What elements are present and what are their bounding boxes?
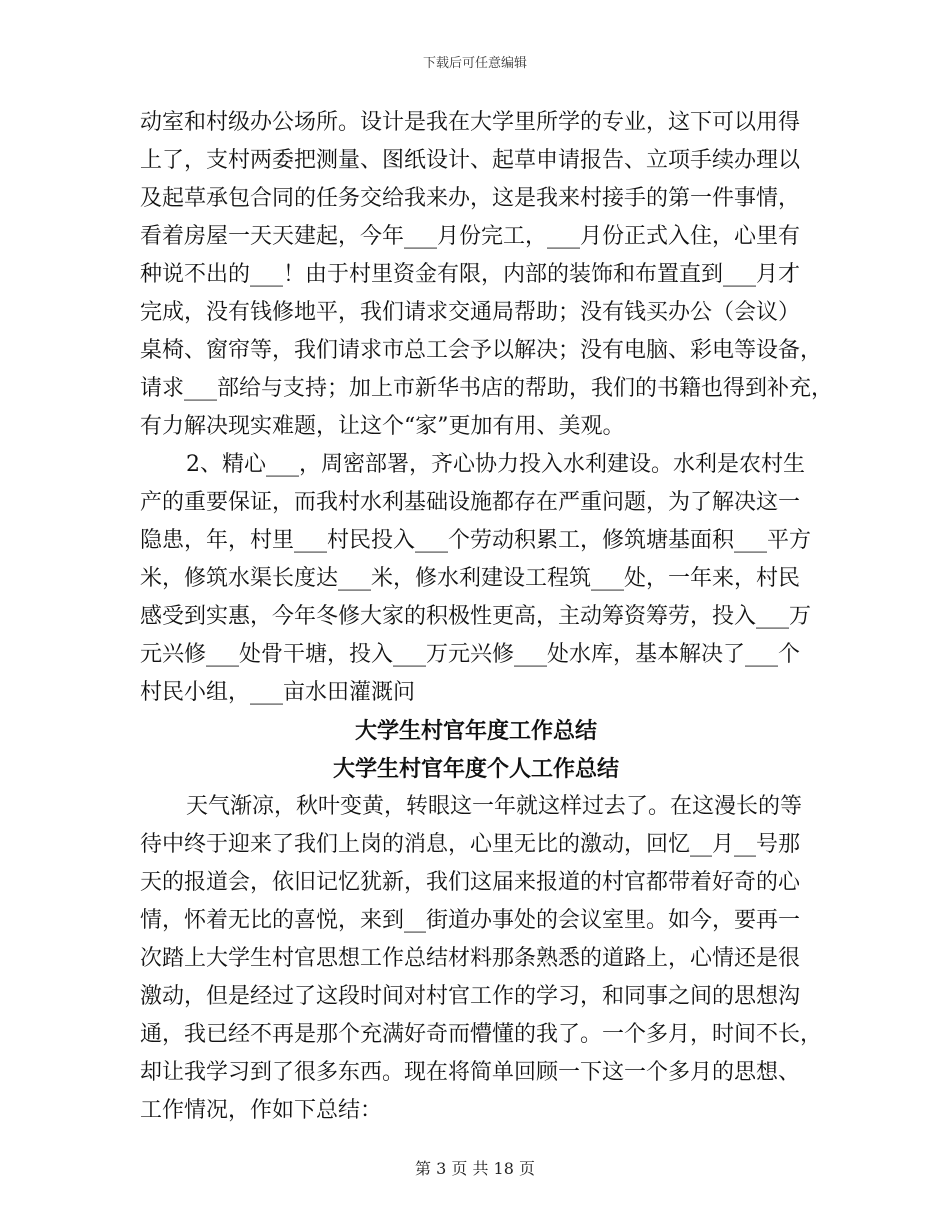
text-line: 种说不出的___！由于村里资金有限，内部的装饰和布置直到___月才 xyxy=(140,262,801,287)
text-line: 产的重要保证，而我村水利基础设施都存在严重问题，为了解决这一 xyxy=(140,490,801,515)
paragraph-1 xyxy=(140,104,834,446)
main-title: 大学生村官年度工作总结 xyxy=(354,718,597,744)
text-line: 次踏上大学生村官思想工作总结材料那条熟悉的道路上，心情还是很 xyxy=(140,946,801,971)
header-note: 下载后可任意编辑 xyxy=(422,56,527,71)
text-line: 有力解决现实难题，让这个“家”更加有用、美观。 xyxy=(140,414,625,439)
text-line: 天气渐凉，秋叶变黄，转眼这一年就这样过去了。在这漫长的等 xyxy=(186,794,803,819)
text-line: 元兴修___处骨干塘，投入___万元兴修___处水库，基本解决了___个 xyxy=(140,642,801,667)
text-line: 情，怀着无比的喜悦，来到__街道办事处的会议室里。如今，要再一 xyxy=(140,908,801,933)
text-line: 村民小组，___亩水田灌溉问 xyxy=(140,680,416,705)
text-line: 工作情况，作如下总结： xyxy=(140,1098,383,1123)
text-line: 米，修筑水渠长度达___米，修水利建设工程筑___处，一年来，村民 xyxy=(140,566,801,591)
text-line: 看着房屋一天天建起，今年___月份完工，___月份正式入住，心里有 xyxy=(140,224,801,249)
paragraph-3 xyxy=(140,788,823,1130)
page-number: 第 3 页 共 18 页 xyxy=(415,1159,535,1178)
body-text xyxy=(140,104,834,1130)
sub-title: 大学生村官年度个人工作总结 xyxy=(332,756,619,782)
text-line: 隐患，年，村里___村民投入___个劳动积累工，修筑塘基面积___平方 xyxy=(140,528,812,553)
text-line: 桌椅、窗帘等，我们请求市总工会予以解决；没有电脑、彩电等设备， xyxy=(140,338,823,363)
text-line: 天的报道会，依旧记忆犹新，我们这届来报道的村官都带着好奇的心 xyxy=(140,870,801,895)
paragraph-2 xyxy=(140,446,812,712)
text-line: 完成，没有钱修地平，我们请求交通局帮助；没有钱买办公（会议） xyxy=(140,300,801,325)
text-line: 2、精心___，周密部署，齐心协力投入水利建设。水利是农村生 xyxy=(186,452,805,477)
text-line: 及起草承包合同的任务交给我来办，这是我来村接手的第一件事情， xyxy=(140,186,801,211)
text-line: 上了，支村两委把测量、图纸设计、起草申请报告、立项手续办理以 xyxy=(140,148,801,173)
text-line: 感受到实惠，今年冬修大家的积极性更高，主动筹资筹劳，投入___万 xyxy=(140,604,812,629)
text-line: 待中终于迎来了我们上岗的消息，心里无比的激动，回忆__月__号那 xyxy=(140,832,801,857)
text-line: 动室和村级办公场所。设计是我在大学里所学的专业，这下可以用得 xyxy=(140,110,801,135)
text-line: 通，我已经不再是那个充满好奇而懵懂的我了。一个多月，时间不长， xyxy=(140,1022,823,1047)
text-line: 却让我学习到了很多东西。现在将简单回顾一下这一个多月的思想、 xyxy=(140,1060,801,1085)
text-line: 请求___部给与支持；加上市新华书店的帮助，我们的书籍也得到补充， xyxy=(140,376,834,401)
text-line: 激动，但是经过了这段时间对村官工作的学习，和同事之间的思想沟 xyxy=(140,984,801,1009)
